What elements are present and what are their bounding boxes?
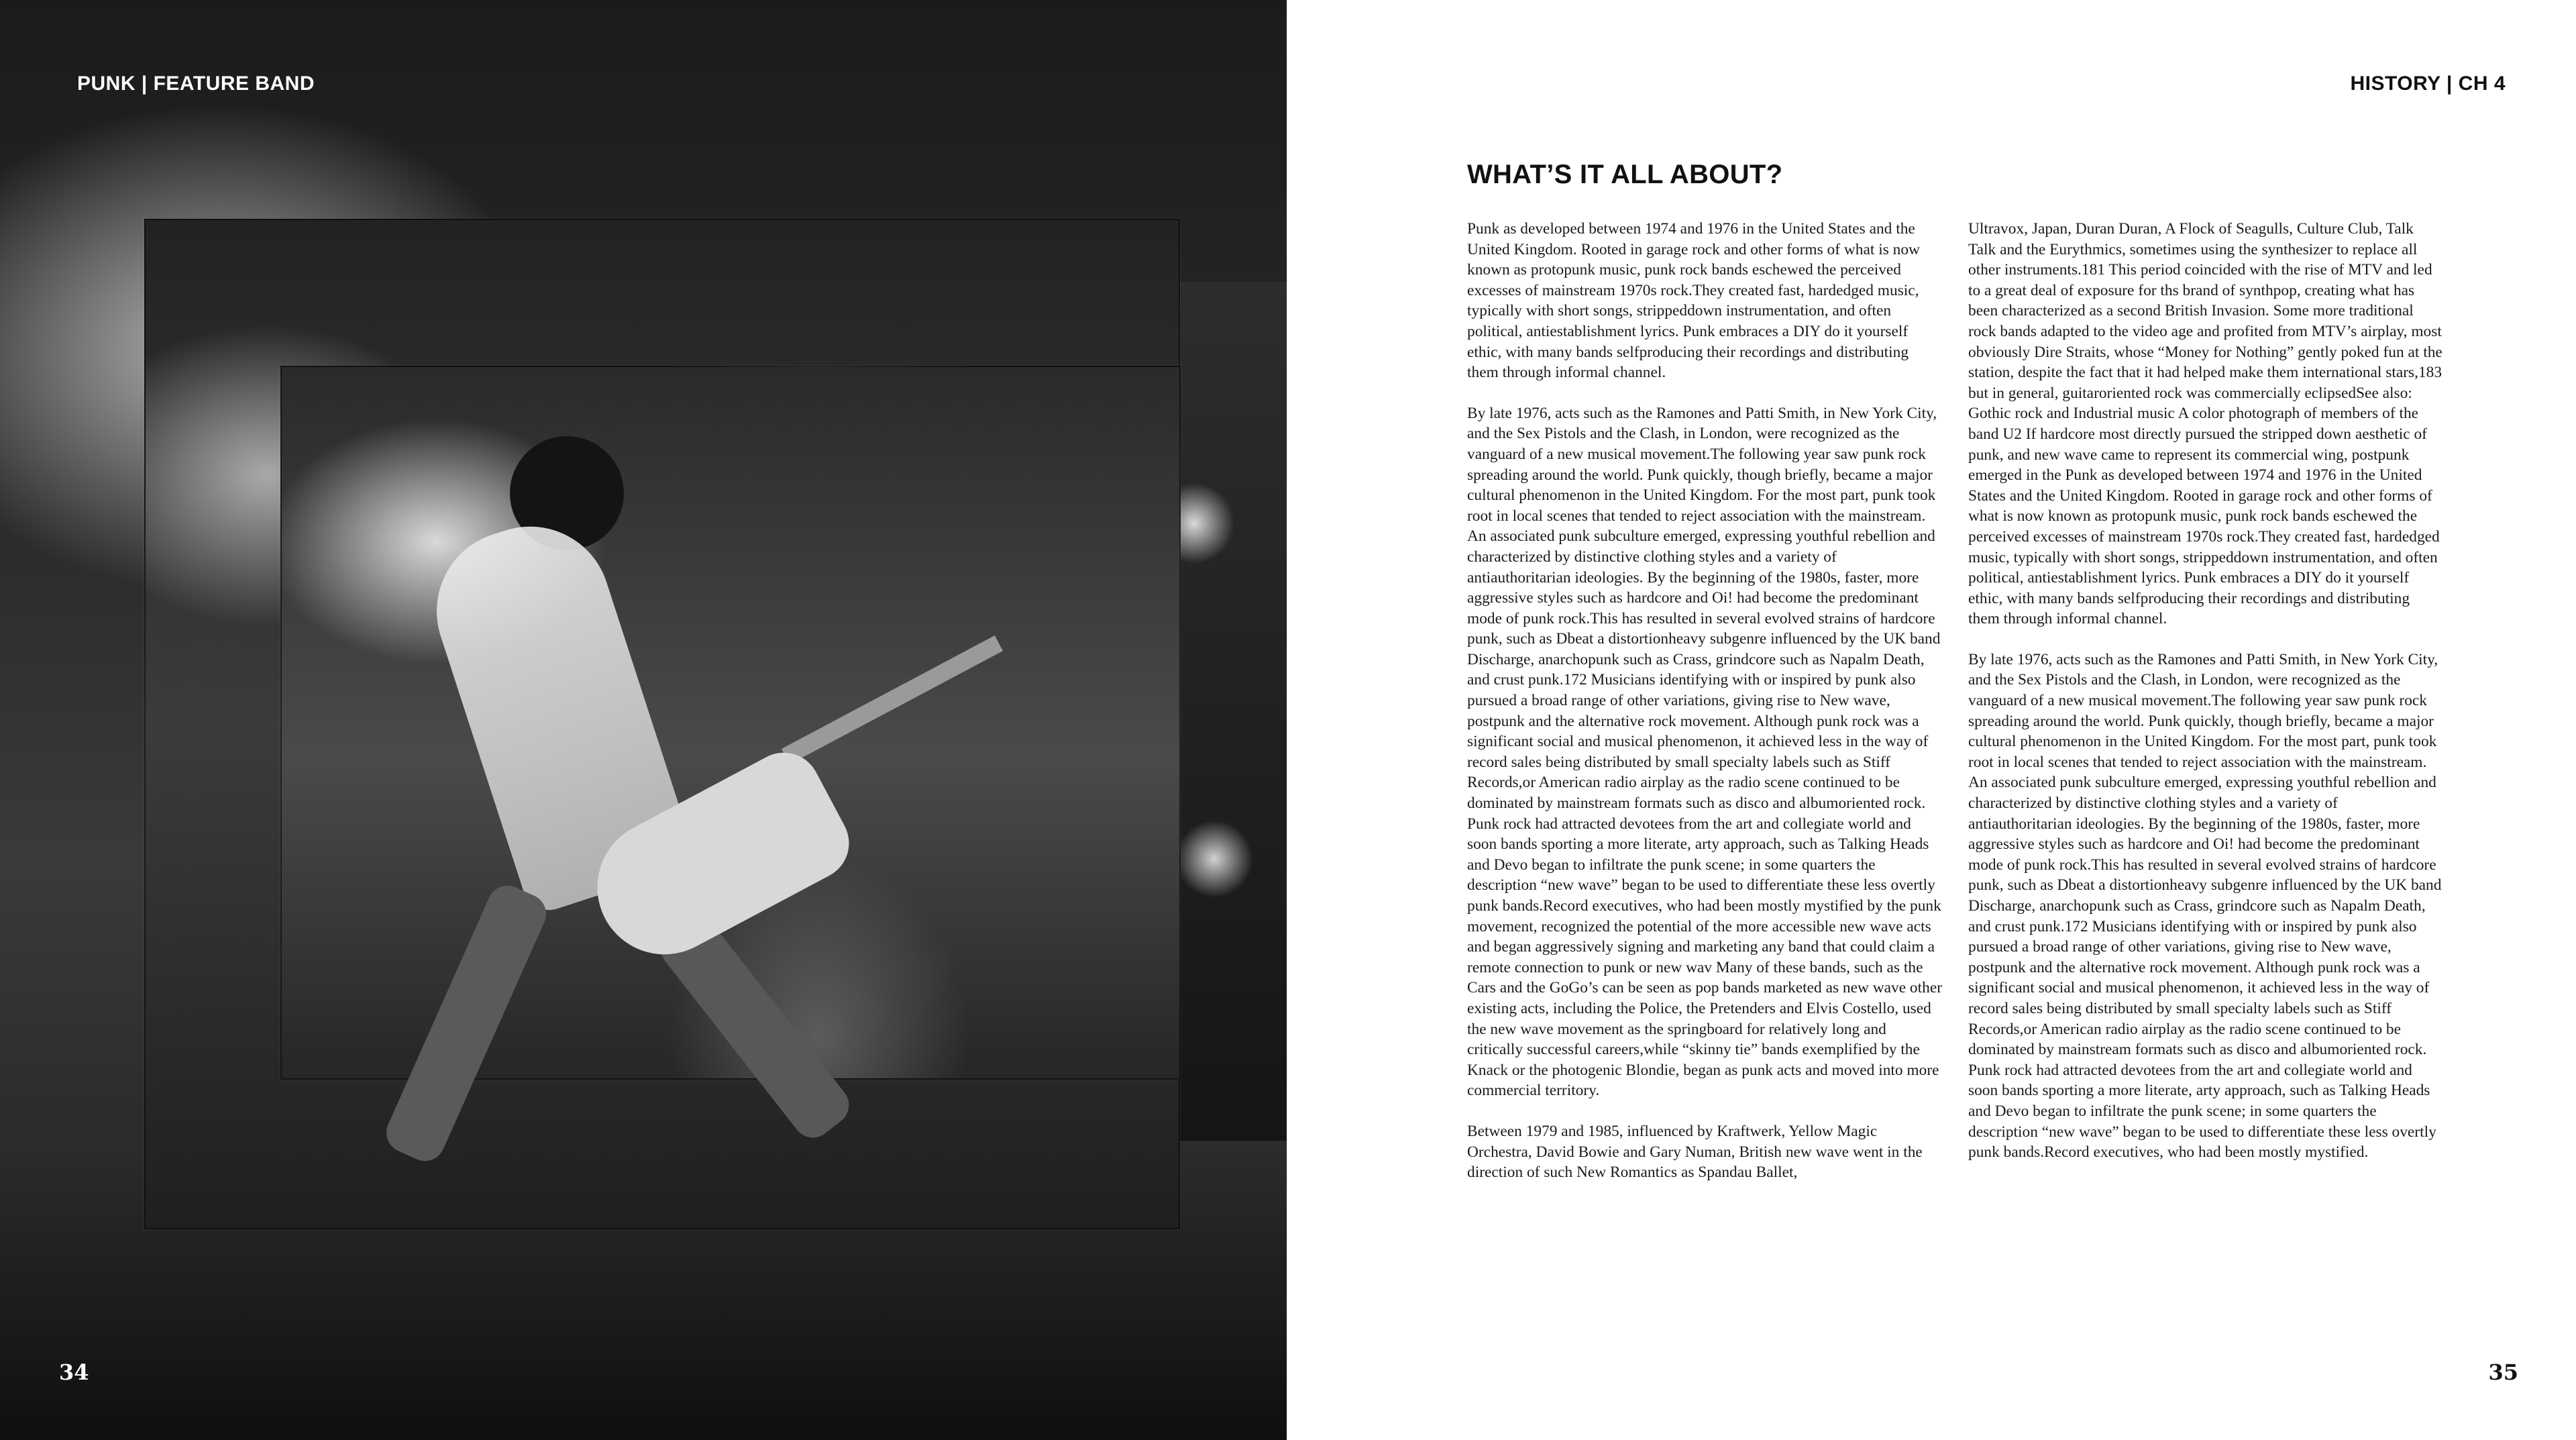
paragraph: By late 1976, acts such as the Ramones and Patti Smith, in New York City, and the Sex Pistols and the Clash, in London, were recognized as the vanguard of a new musical movement.The following year saw punk rock spreading around the world. Punk quickly, though briefly, became a major cultural phenomenon in the United Kingdom. For the most part, punk took root in local scenes that tended to reject association with the mainstream. An associated punk subculture emerged, expressing youthful rebellion and characterized by distinctive clothing styles and a variety of antiauthoritarian ideologies. By the beginning of the 1980s, faster, more aggressive styles such as hardcore and Oi! had become the predominant mode of punk rock.This has resulted in several evolved strains of hardcore punk, such as Dbeat a distortionheavy subgenre influenced by the UK band Discharge, anarchopunk such as Crass, grindcore such as Napalm Death, and crust punk.172 Musicians identifying with or inspired by punk also pursued a broad range of other variations, giving rise to New wave, postpunk and the alternative rock movement. Although punk rock was a significant social and musical phenomenon, it achieved less in the way of record sales being distributed by small specialty labels such as Stiff Records,or American radio airplay as the radio scene continued to be dominated by mainstream formats such as disco and albumoriented rock. Punk rock had attracted devotees from the art and collegiate world and soon bands sporting a more literate, arty approach, such as Talking Heads and Devo began to infiltrate the punk scene; in some quarters the description “new wave” began to be used to differentiate these less overtly punk bands.Record executives, who had been mostly mystified.	[1968, 650, 2442, 1162]
paragraph: By late 1976, acts such as the Ramones and Patti Smith, in New York City, and the Sex Pistols and the Clash, in London, were recognized as the vanguard of a new musical movement.The following year saw punk rock spreading around the world. Punk quickly, though briefly, became a major cultural phenomenon in the United Kingdom. For the most part, punk took root in local scenes that tended to reject association with the mainstream. An associated punk subculture emerged, expressing youthful rebellion and characterized by distinctive clothing styles and a variety of antiauthoritarian ideologies. By the beginning of the 1980s, faster, more aggressive styles such as hardcore and Oi! had become the predominant mode of punk rock.This has resulted in several evolved strains of hardcore punk, such as Dbeat a distortionheavy subgenre influenced by the UK band Discharge, anarchopunk such as Crass, grindcore such as Napalm Death, and crust punk.172 Musicians identifying with or inspired by punk also pursued a broad range of other variations, giving rise to New wave, postpunk and the alternative rock movement. Although punk rock was a significant social and musical phenomenon, it achieved less in the way of record sales being distributed by small specialty labels such as Stiff Records,or American radio airplay as the radio scene continued to be dominated by mainstream formats such as disco and albumoriented rock. Punk rock had attracted devotees from the art and collegiate world and soon bands sporting a more literate, arty approach, such as Talking Heads and Devo began to infiltrate the punk scene; in some quarters the description “new wave” began to be used to differentiate these less overtly punk bands.Record executives, who had been mostly mystified by the punk movement, recognized the potential of the more accessible new wave acts and began aggressively signing and marketing any band that could claim a remote connection to punk or new wav Many of these bands, such as the Cars and the GoGo’s can be seen as pop bands marketed as new wave other existing acts, including the Police, the Pretenders and Elvis Costello, used the new wave movement as the springboard for relatively long and critically successful careers,while “skinny tie” bands exemplified by the Knack or the photogenic Blondie, began as punk acts and moved into more commercial territory.	[1467, 404, 1942, 1100]
page-number-left: 34	[59, 1359, 89, 1385]
paragraph: Ultravox, Japan, Duran Duran, A Flock of Seagulls, Culture Club, Talk Talk and the Eurythmics, sometimes using the synthesizer to replace all other instruments.181 This period coincided with the rise of MTV and led to a great deal of exposure for ths brand of synthpop, creating what has been characterized as a second British Invasion. Some more traditional rock bands adapted to the video age and profited from MTV’s airplay, most obviously Dire Straits, whose “Money for Nothing” gently poked fun at the station, despite the fact that it had helped make them international stars,183 but in general, guitaroriented rock was commercially eclipsedSee also: Gothic rock and Industrial music A color photograph of members of the band U2 If hardcore most directly pursued the stripped down aesthetic of punk, and new wave came to represent its commercial wing, postpunk emerged in the Punk as developed between 1974 and 1976 in the United States and the United Kingdom. Rooted in garage rock and other forms of what is now known as protopunk music, punk rock bands eschewed the perceived excesses of mainstream 1970s rock.They created fast, hardedged music, typically with short songs, strippeddown instrumentation, and often political, antiestablishment lyrics. Punk embraces a DIY do it yourself ethic, with many bands selfproducing their recordings and distributing them through informal channel.	[1968, 220, 2443, 628]
article-heading: WHAT’S IT ALL ABOUT?	[1467, 160, 1783, 189]
paragraph: Punk as developed between 1974 and 1976 in the United States and the United Kingdom. Rooted in garage rock and other forms of what is now known as protopunk music, punk rock bands eschewed the perceived excesses of mainstream 1970s rock.They created fast, hardedged music, typically with short songs, strippeddown instrumentation, and often political, antiestablishment lyrics. Punk embraces a DIY do it yourself ethic, with many bands selfproducing their recordings and distributing them through informal channel.	[1467, 220, 1920, 382]
running-head-left: PUNK | FEATURE BAND	[77, 72, 315, 95]
text-column-1	[1467, 219, 1942, 1203]
concert-photo	[0, 0, 1287, 1440]
page-number-right: 35	[2488, 1359, 2518, 1385]
paragraph: Between 1979 and 1985, influenced by Kraftwerk, Yellow Magic Orchestra, David Bowie and Gary Numan, British new wave went in the direction of such New Romantics as Spandau Ballet,	[1467, 1122, 1923, 1182]
text-column-2	[1968, 219, 2443, 1183]
running-head-right: HISTORY | CH 4	[2350, 72, 2506, 95]
